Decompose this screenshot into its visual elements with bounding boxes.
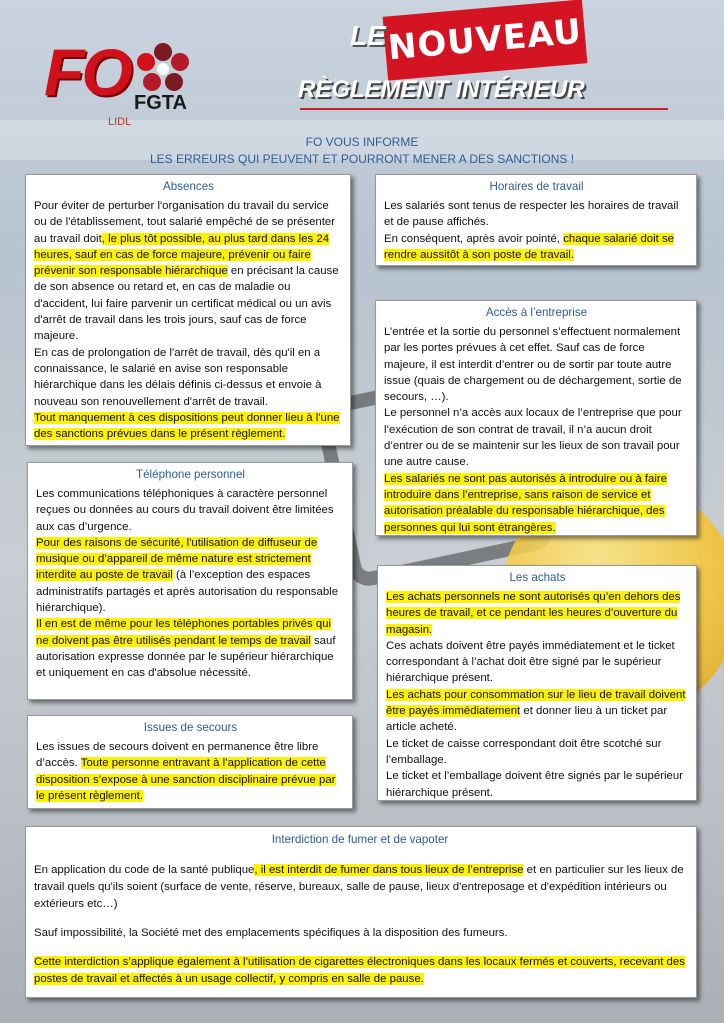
header (0, 0, 724, 128)
telephone-paragraph-3 (36, 616, 345, 681)
fumer-highlight-2: Cette interdiction s’applique également à l’utilisation de cigarettes électroniques dans les locaux fermés et couverts, recevant des postes de travail et affectés à un usage collectif, y compris en salle de pause. (34, 956, 685, 985)
acces-paragraph-1: L’entrée et la sortie du personnel s’effectuent normalement par les portes prévues à cet effet. Sauf cas de force majeure, il est interdit d’entrer ou de sortir par toute autre issue (quais de chargement ou de déchargement, sortie de secours, …). (384, 326, 682, 404)
absences-text: Pour éviter de perturber l'organisation du travail du service ou de l'établissement, tout salarié empêché de se présenter au travail doit (34, 200, 336, 245)
fumer-text-end: et en particulier sur les lieux de travail quels qu'ils soient (surface de vente, réserve, bureaux, salle de pause, lieux d'entreposage et d'expédition intérieurs ou extérieurs etc…) (34, 864, 684, 910)
fgta-label: FGTA (134, 92, 187, 114)
intro-line-1: FO VOUS INFORME (305, 135, 419, 149)
horaires-box (375, 174, 697, 266)
absences-box (25, 174, 351, 446)
achats-highlight-1: Les achats personnels ne sont autorisés qu’en dehors des heures de travail, et ce pendant les heures d’ouverture du magasin. (386, 591, 681, 636)
achats-paragraph-3 (386, 687, 689, 736)
absences-paragraph-2: En cas de prolongation de l'arrêt de travail, dès qu'il en a connaissance, le salarié en avise son responsable hiérarchique dans les délais définis ci-dessus et envoie à nouveau son renouvellement d'arrêt de travail. (34, 346, 322, 408)
absences-sanction-highlight: Tout manquement à ces dispositions peut donner lieu à l'une des sanctions prévues dans le présent règlement. (34, 411, 340, 441)
absences-paragraph-3 (34, 410, 343, 443)
telephone-title: Téléphone personnel (136, 468, 245, 481)
achats-box (377, 565, 697, 801)
secours-highlight: Toute personne entravant à l’application de cette disposition s’expose à une sanction disciplinaire prévue par le présent règlement. (36, 757, 336, 802)
absences-text-end: en précisant la cause de son absence ou retard et, en cas de maladie ou d'accident, lui faire parvenir un certificat médical ou un avis d'arrêt de travail dans les trois jours, sauf cas de force majeure. (34, 265, 339, 343)
horaires-title: Horaires de travail (489, 180, 584, 193)
fumer-highlight-1: , il est interdit de fumer dans tous lieux de l’entreprise (254, 864, 524, 876)
acces-paragraph-3 (384, 471, 689, 536)
horaires-paragraph-2 (384, 231, 689, 264)
telephone-text-2: (à l’exception des espaces administratifs partagés et après autorisation du responsable hiérarchique). (36, 569, 339, 615)
intro-line-2: LES ERREURS QUI PEUVENT ET POURRONT MENER A DES SANCTIONS ! (149, 152, 575, 166)
telephone-text-3: sauf autorisation expresse donnée par le supérieur hiérarchique et uniquement en cas d'absolue nécessité. (36, 634, 336, 680)
acces-box (375, 300, 697, 536)
achats-paragraph-1 (386, 589, 689, 638)
achats-paragraph-5: Le ticket et l’emballage doivent être signés par le supérieur hiérarchique présent. (386, 770, 683, 799)
telephone-highlight-2: Il en est de même pour les téléphones portables privés qui ne doivent pas être utilisés pendant le temps de travail (36, 618, 332, 647)
achats-title: Les achats (509, 571, 566, 584)
absences-title: Absences (163, 180, 214, 193)
title-nouveau-banner: NOUVEAU (383, 0, 588, 81)
acces-highlight: Les salariés ne sont pas autorisés à introduire ou à faire introduire dans l’entreprise, sans raison de service et autorisation préalable du responsable hiérarchique, des personnes qui lui sont étrangères. (384, 472, 668, 534)
title-divider (300, 108, 668, 110)
acces-title: Accès à l’entreprise (485, 306, 588, 319)
fumer-title: Interdiction de fumer et de vapoter (271, 833, 449, 846)
horaires-highlight: chaque salarié doit se rendre aussitôt à son poste de travail. (384, 232, 675, 261)
telephone-box (27, 462, 353, 700)
fumer-text: En application du code de la santé publique (34, 864, 255, 876)
achats-text-3: et donner lieu à un ticket par article acheté. (386, 705, 668, 734)
fo-logo: FO (44, 35, 130, 109)
secours-paragraph-1 (36, 739, 345, 804)
acces-paragraph-2: Le personnel n’a accès aux locaux de l’entreprise que pour l’exécution de son contrat de travail, il n’a aucun droit d’entrer ou de se maintenir sur les lieux de son travail pour une autre cause. (384, 407, 682, 469)
secours-text: Les issues de secours doivent en permanence être libre d’accès. (36, 741, 319, 770)
telephone-paragraph-1: Les communications téléphoniques à caractère personnel reçues ou données au cours du travail doivent être limitées aux cas d’urgence. (36, 488, 334, 533)
fumer-paragraph-3 (34, 954, 686, 988)
horaires-paragraph-1: Les salariés sont tenus de respecter les horaires de travail et de pause affichés. (384, 200, 679, 229)
fumer-paragraph-1 (34, 862, 686, 913)
fgta-flower-icon (136, 42, 190, 94)
absences-highlight: , le plus tôt possible, au plus tard dans les 24 heures, sauf en cas de force majeure, prévenir ou faire prévenir son responsable hiérarchique (34, 232, 330, 278)
fumer-paragraph-2: Sauf impossibilité, la Société met des emplacements spécifiques à la disposition des fumeurs. (34, 927, 508, 939)
fumer-box (25, 826, 697, 998)
title-reglement: RÈGLEMENT INTÉRIEUR (298, 76, 585, 103)
company-label: LIDL (108, 116, 132, 128)
horaires-text: En conséquent, après avoir pointé, (384, 232, 564, 245)
achats-highlight-2: Les achats pour consommation sur le lieu de travail doivent être payés immédiatement (386, 688, 686, 718)
absences-paragraph-1 (34, 198, 343, 345)
secours-title: Issues de secours (143, 721, 238, 734)
telephone-highlight-1: Pour des raisons de sécurité, l'utilisation de diffuseur de musique ou d’appareil de même nature est strictement interdite au poste de travail (36, 536, 318, 582)
telephone-paragraph-2 (36, 535, 345, 616)
achats-paragraph-2: Ces achats doivent être payés immédiatement et le ticket correspondant à l’achat doit être signé par le supérieur hiérarchique présent. (386, 639, 675, 685)
secours-box (27, 715, 353, 809)
achats-paragraph-4: Le ticket de caisse correspondant doit être scotché sur l’emballage. (386, 737, 662, 766)
title-le: LE (350, 20, 386, 51)
